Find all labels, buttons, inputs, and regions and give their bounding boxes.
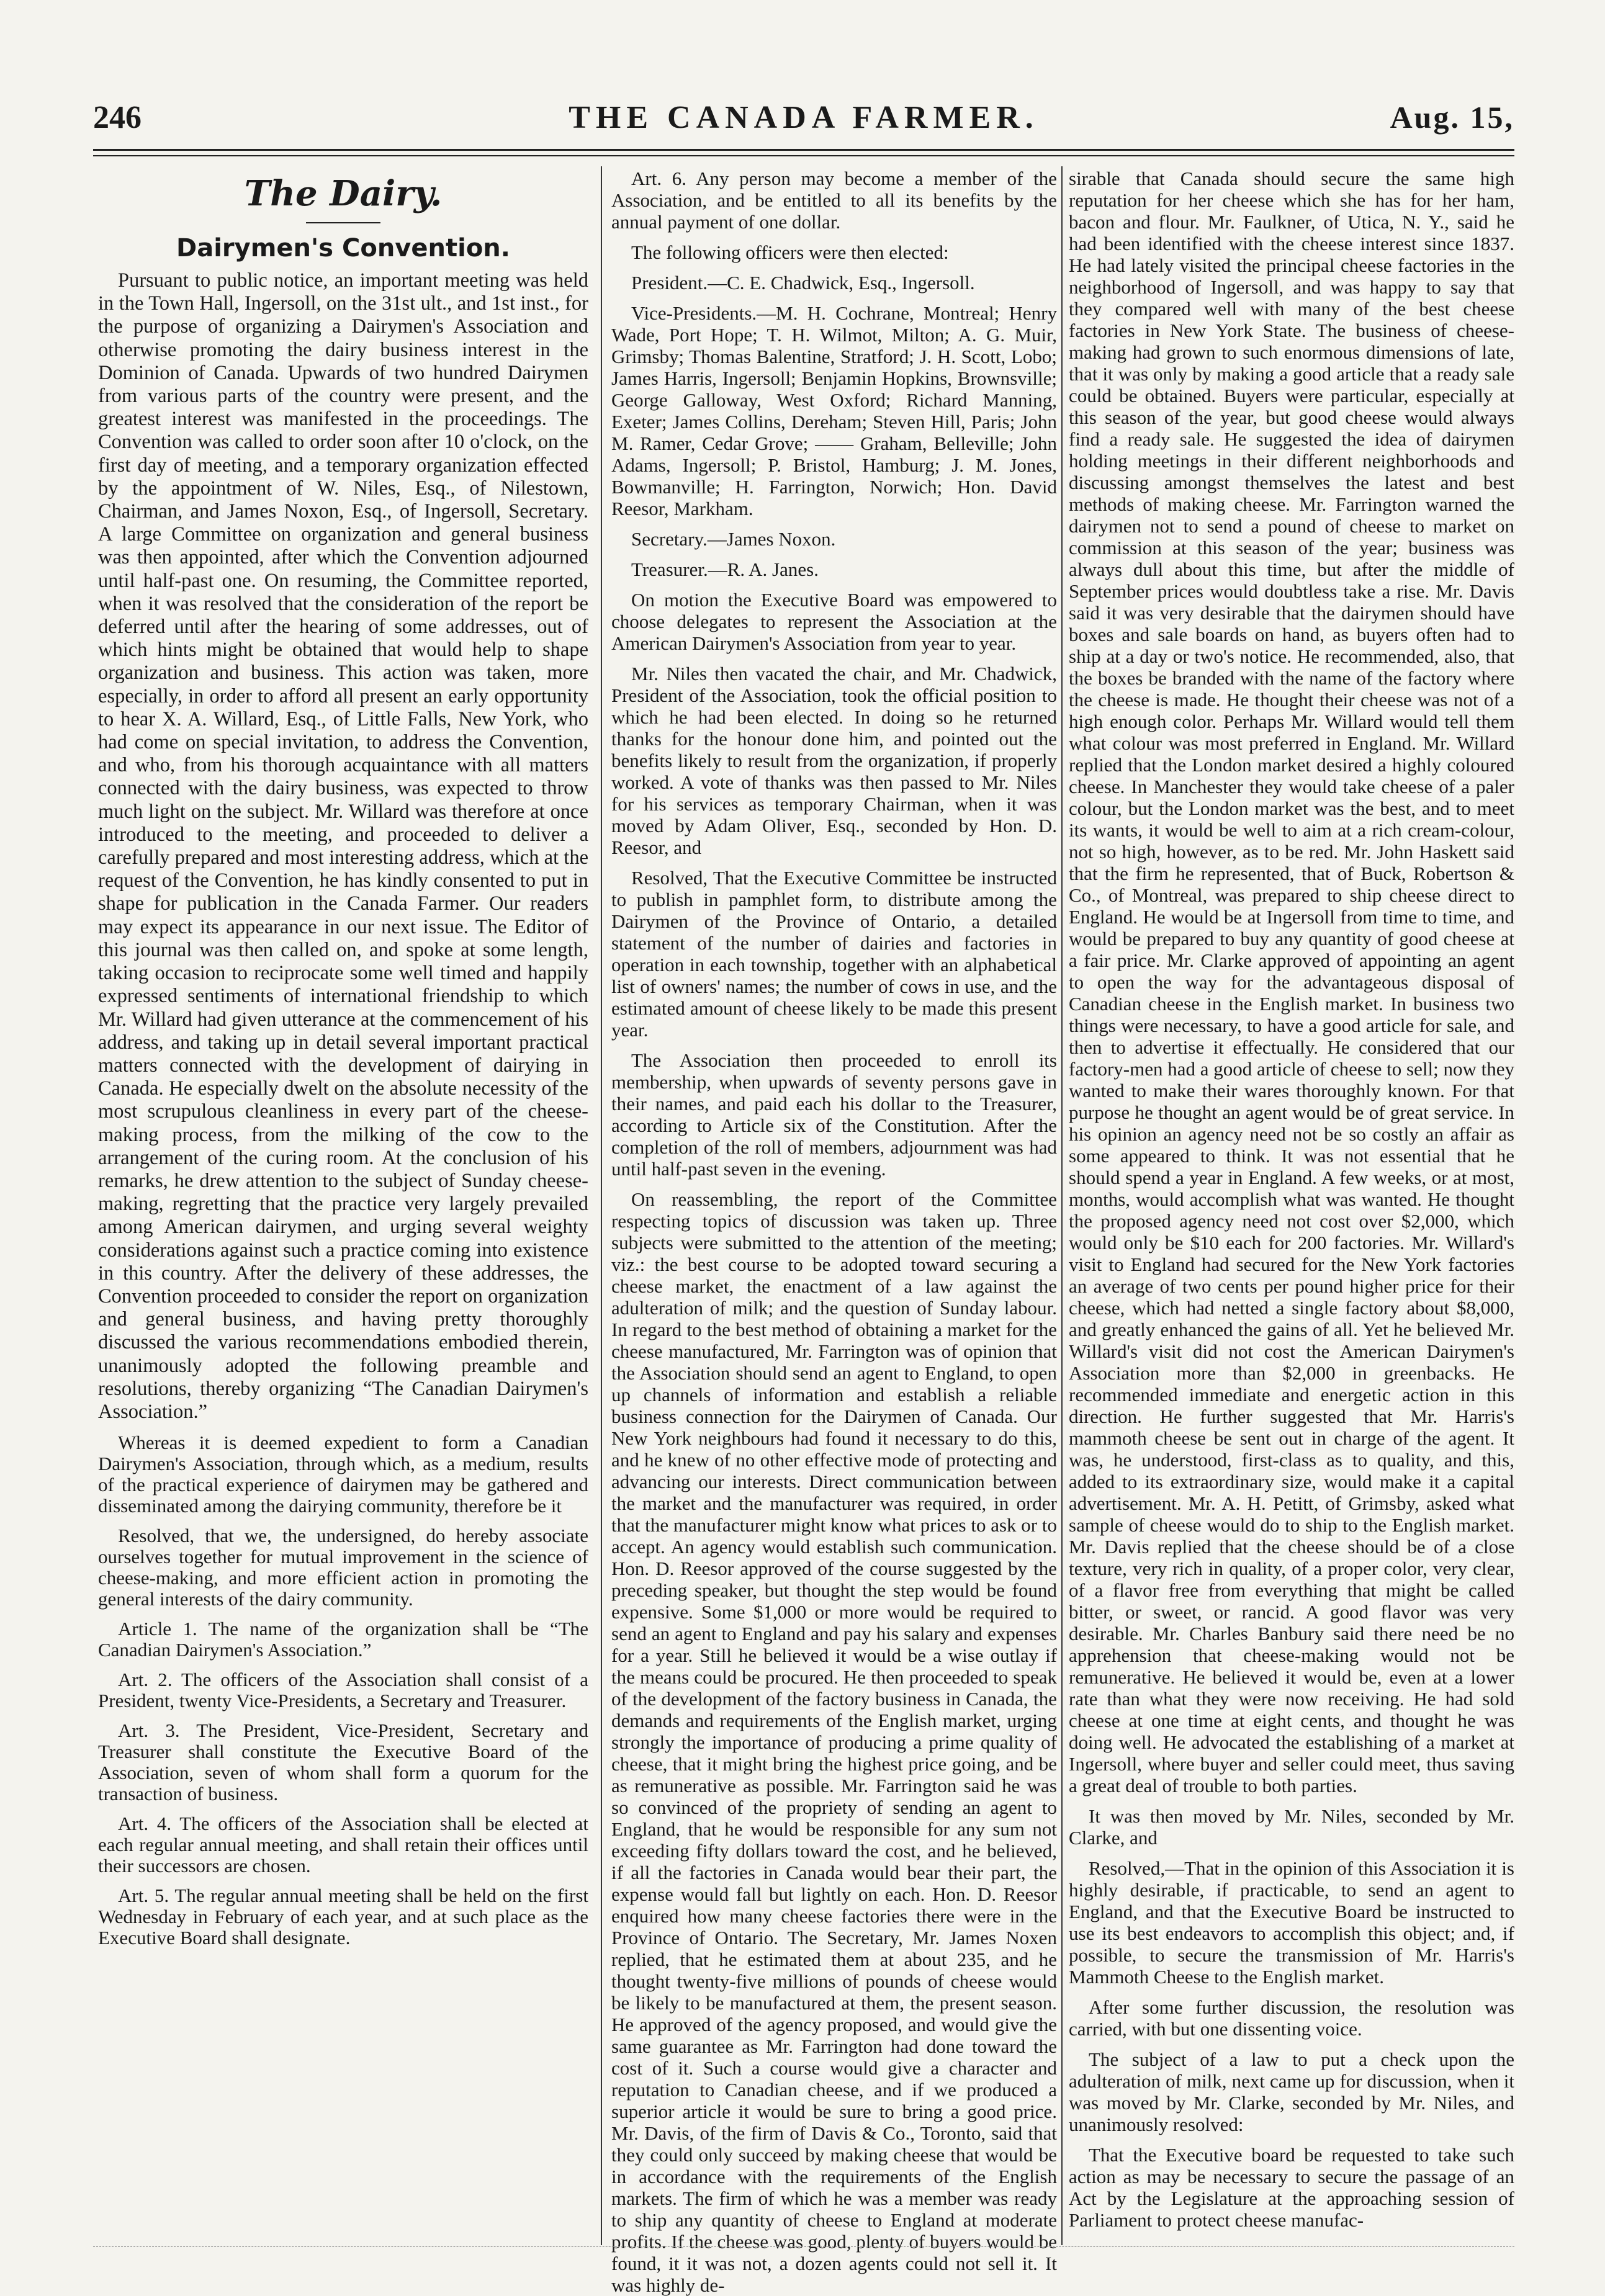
paragraph: The Association then proceeded to enroll its membership, when upwards of seventy persons gave in their names, and paid each his dollar to the Treasurer, according to Article six of the Constitution. After the completion of the roll of members, adjournment was had until half-past seven in the evening. [611,1049,1057,1180]
footer-rule [93,2246,1514,2247]
paragraph: Resolved, That the Executive Committee be instructed to publish in pamphlet form, to distribute among the Dairymen of the Province of Ontario, a detailed statement of the number of dairies and factories in operation in each township, together with an alphabetical list of owners' names; the number of cows in use, and the estimated amount of cheese likely to be made this present year. [611,867,1057,1041]
paragraph: The following officers were then elected: [631,241,949,263]
column-2 [611,168,1057,2296]
paragraph: On motion the Executive Board was empowered to choose delegates to represent the Association at the American Dairymen's Association from year to year. [611,589,1057,654]
paragraph: The subject of a law to put a check upon the adulteration of milk, next came up for discussion, when it was moved by Mr. Clarke, seconded by Mr. Niles, and unanimously resolved: [1069,2048,1514,2135]
column-3 [1069,168,1514,2259]
paragraph: sirable that Canada should secure the same high reputation for her cheese which she has for her ham, bacon and flour. Mr. Faulkner, of Utica, N. Y., said he had been identified with the cheese interest since 1837. He had lately visited the principal cheese factories in the neighborhood of Ingersoll, and was happy to say that they compared well with many of the best cheese factories in New York State. The business of cheese-making had grown to such enormous dimensions of late, that it was only by making a good article that a ready sale could be obtained. Buyers were particular, especially at this season of the year, but good cheese would always find a ready sale. He suggested the idea of dairymen holding meetings in their different neighborhoods and discussing amongst themselves the latest and best methods of making cheese. Mr. Farrington warned the dairymen not to send a pound of cheese to market on commission at this season of the year; business was always dull about this time, but after the middle of September prices would doubtless take a rise. Mr. Davis said it was very desirable that the dairymen should have boxes and sale boards on hand, as buyers often had to ship at a day or two's notice. He recommended, also, that the boxes be branded with the name of the factory where the cheese is made. He thought their cheese was not of a high enough color. Perhaps Mr. Willard would tell them what colour was most preferred in England. Mr. Willard replied that the London market desired a highly coloured cheese. In Manchester they would take cheese of a paler colour, but the London market was the best, and to meet its wants, it would be well to aim at a rich cream-colour, not so high, however, as to be red. Mr. John Haskett said that the firm he represented, that of Buck, Robertson & Co., of Montreal, was prepared to ship cheese direct to England. He would be at Ingersoll from time to time, and would be prepared to buy any quantity of good cheese at a fair price. Mr. Clarke approved of appointing an agent to open the way for the advantageous disposal of Canadian cheese in the English market. In business two things were necessary, to have a good article for sale, and then to advertise it effectually. He considered that our factory-men had a good article of cheese to sell; now they wanted to make their wares thoroughly known. For that purpose he thought an agent would be of great service. In his opinion an agency need not be so costly an affair as some appeared to think. It was not essential that he should spend a year in England. A few weeks, or at most, months, would accomplish what was wanted. He thought the proposed agency need not cost over $2,000, which would only be $10 each for 200 factories. Mr. Willard's visit to England had secured for the New York factories an average of two cents per pound higher price for their cheese, which had netted a single factory about $8,000, and greatly enhanced the gains of all. Yet he believed Mr. Willard's visit did not cost the American Dairymen's Association more than $2,000 in greenbacks. He recommended immediate and energetic action in this direction. He further suggested that Mr. Harris's mammoth cheese be sent out in charge of the agent. It was, he understood, first-class as to quality, and this, added to its extraordinary size, would make it a capital advertisement. Mr. A. H. Petitt, of Grimsby, asked what sample of cheese would do to ship to the English market. Mr. Davis replied that the cheese should be of a close texture, very rich in quality, of a proper color, very clear, of a flavor free from everything that might be called bitter, or sweet, or rancid. A good flavor was very desirable. Mr. Charles Banbury said there need be no apprehension that cheese-making would not be remunerative. He believed it would be, even at a lower rate than what they were now receiving. He had sold cheese at one time at eight cents, and thought he was doing well. He advocated the establishing of a market at Ingersoll, where buyer and seller could meet, thus saving a great deal of trouble to both parties. [1069,168,1514,1796]
paragraph: Resolved, that we, the undersigned, do hereby associate ourselves together for mutual improvement in the science of cheese-making, and more efficient action in promoting the general interests of the dairy community. [98,1525,588,1610]
paragraph: Art. 3. The President, Vice-President, Secretary and Treasurer shall constitute the Executive Board of the Association, seven of whom shall form a quorum for the transaction of business. [98,1720,588,1805]
paragraph: Resolved,—That in the opinion of this Association it is highly desirable, if practicable, to send an agent to England, and that the Executive Board be instructed to use its best endeavors to accomplish this object; and, if possible, to secure the transmission of Mr. Harris's Mammoth Cheese to the English market. [1069,1857,1514,1988]
masthead-title: THE CANADA FARMER. [569,100,1039,135]
paragraph: Article 1. The name of the organization shall be “The Canadian Dairymen's Association.” [98,1618,588,1661]
paragraph: Art. 6. Any person may become a member of the Association, and be entitled to all its benefits by the annual payment of one dollar. [611,168,1057,233]
column-divider [1061,166,1063,2245]
paragraph: Vice-Presidents.—M. H. Cochrane, Montreal; Henry Wade, Port Hope; T. H. Wilmot, Milton; A. G. Muir, Grimsby; Thomas Balentine, Stratford; J. H. Scott, Lobo; James Harris, Ingersoll; Benjamin Hopkins, Brownsville; George Galloway, West Oxford; Richard Manning, Exeter; James Collins, Dereham; Steven Hill, Paris; John M. Ramer, Cedar Grove; —— Graham, Belleville; John Adams, Ingersoll; P. Bristol, Hamburg; J. M. Jones, Bowmanville; H. Farrington, Norwich; Hon. David Reesor, Markham. [611,302,1057,519]
paragraph: Treasurer.—R. A. Janes. [631,558,819,580]
paragraph: Whereas it is deemed expedient to form a Canadian Dairymen's Association, through which, as a medium, results of the practical experience of dairymen may be gathered and disseminated among the dairying community, therefore be it [98,1432,588,1517]
paragraph: After some further discussion, the resolution was carried, with but one dissenting voice. [1069,1996,1514,2040]
page-number: 246 [93,100,142,135]
paragraph: On reassembling, the report of the Committee respecting topics of discussion was taken up. Three subjects were submitted to the attention of the meeting; viz.: the best course to be adopted toward securing a cheese market, the enactment of a law against the adulteration of milk; and the question of Sunday labour. In regard to the best method of obtaining a market for the cheese manufactured, Mr. Farrington was of opinion that the Association should send an agent to England, to open up channels of information and establish a reliable business connection for the Dairymen of Canada. Our New York neighbours had found it necessary to do this, and he knew of no other effective mode of protecting and advancing our interests. Direct communication between the market and the manufacturer was required, in order that the manufacturer might know what prices to ask or to accept. An agency would establish such communication. Hon. D. Reesor approved of the course suggested by the preceding speaker, but thought the step would be found expensive. Some $1,000 or more would be required to send an agent to England and pay his salary and expenses for a year. Still he believed it would be a wise outlay if the means could be procured. He then proceeded to speak of the development of the factory business in Canada, the demands and requirements of the English market, urging strongly the importance of producing a prime quality of cheese, that it might bring the highest price going, and be as remunerative as possible. Mr. Farrington said he was so convinced of the propriety of sending an agent to England, that he would be responsible for any sum not exceeding fifty dollars toward the cost, and he believed, if all the factories in Canada would bear their part, the expense would fall but lightly on each. Hon. D. Reesor enquired how many cheese factories there were in the Province of Ontario. The Secretary, Mr. James Noxen replied, that he estimated them at about 235, and he thought twenty-five millions of pounds of cheese would be likely to be manufactured at them, the present season. He approved of the agency proposed, and would give the same guarantee as Mr. Farrington had done toward the cost of it. Such a course would give a character and reputation to Canadian cheese, and if we produced a superior article it would be sure to bring a good price. Mr. Davis, of the firm of Davis & Co., Toronto, said that they could only succeed by making cheese that would be in accordance with the requirements of the English markets. The firm of which he was a member was ready to ship any quantity of cheese to England at moderate profits. If the cheese was good, plenty of buyers would be found, it it was not, a dozen agents could not sell it. It was highly de- [611,1188,1057,2296]
paragraph: Art. 5. The regular annual meeting shall be held on the first Wednesday in February of each year, and at such place as the Executive Board shall designate. [98,1885,588,1949]
heading-rule [306,222,380,223]
paragraph: It was then moved by Mr. Niles, seconded by Mr. Clarke, and [1069,1805,1514,1849]
paragraph: Art. 2. The officers of the Association shall consist of a President, twenty Vice-Presidents, a Secretary and Treasurer. [98,1669,588,1712]
paragraph: President.—C. E. Chadwick, Esq., Ingersoll. [631,272,975,294]
department-heading: The Dairy. [244,173,443,214]
article-headline: Dairymen's Convention. [176,234,510,262]
paragraph: Secretary.—James Noxon. [631,528,836,550]
page-header [93,99,1514,143]
column-1 [98,168,588,2259]
column-divider [601,166,602,2245]
issue-date: Aug. 15, [1390,100,1514,135]
paragraph: Art. 4. The officers of the Association shall be elected at each regular annual meeting, and shall retain their offices until their successors are chosen. [98,1813,588,1877]
paragraph: Pursuant to public notice, an important meeting was held in the Town Hall, Ingersoll, on the 31st ult., and 1st inst., for the purpose of organizing a Dairymen's Association and otherwise promoting the dairy business interest in the Dominion of Canada. Upwards of two hundred Dairymen from various parts of the country were present, and the greatest interest was manifested in the proceedings. The Convention was called to order soon after 10 o'clock, on the first day of meeting, and a temporary organization effected by the appointment of W. Niles, Esq., of Nilestown, Chairman, and James Noxon, Esq., of Ingersoll, Secretary. A large Committee on organization and general business was then appointed, after which the Convention adjourned until half-past one. On resuming, the Committee reported, when it was resolved that the consideration of the report be deferred until after the hearing of some addresses, out of which hints might be obtained that would help to shape organization and business. This action was taken, more especially, in order to afford all present an early opportunity to hear X. A. Willard, Esq., of Little Falls, New York, who had come on special invitation, to address the Convention, and who, from his thorough acquaintance with all matters connected with the dairy business, was expected to throw much light on the subject. Mr. Willard was therefore at once introduced to the meeting, and proceeded to deliver a carefully prepared and most interesting address, which at the request of the Convention, he has kindly consented to put in shape for publication in the Canada Farmer. Our readers may expect its appearance in our next issue. The Editor of this journal was then called on, and spoke at some length, taking occasion to reciprocate some well timed and happily expressed sentiments of international friendship to which Mr. Willard had given utterance at the commencement of his address, and taking up in detail several important practical matters connected with the development of dairying in Canada. He especially dwelt on the absolute necessity of the most scrupulous cleanliness in every part of the cheese-making process, from the milking of the cow to the arrangement of the curing room. At the conclusion of his remarks, he drew attention to the subject of Sunday cheese-making, regretting that the practice very largely prevailed among American dairymen, and urging several weighty considerations against such a practice coming into existence in this country. After the delivery of these addresses, the Convention proceeded to consider the report on organization and general business, and having pretty thoroughly discussed the various recommendations embodied therein, unanimously adopted the following preamble and resolutions, thereby organizing “The Canadian Dairymen's Association.” [98,269,588,1423]
paragraph: That the Executive board be requested to take such action as may be necessary to secure the passage of an Act by the Legislature at the approaching session of Parliament to protect cheese manufac- [1069,2144,1514,2231]
header-rule [93,149,1514,151]
paragraph: Mr. Niles then vacated the chair, and Mr. Chadwick, President of the Association, took the official position to which he had been elected. In doing so he returned thanks for the honour done him, and pointed out the benefits likely to result from the organization, if properly worked. A vote of thanks was then passed to Mr. Niles for his services as temporary Chairman, when it was moved by Adam Oliver, Esq., seconded by Hon. D. Reesor, and [611,663,1057,858]
header-rule-thin [93,155,1514,156]
